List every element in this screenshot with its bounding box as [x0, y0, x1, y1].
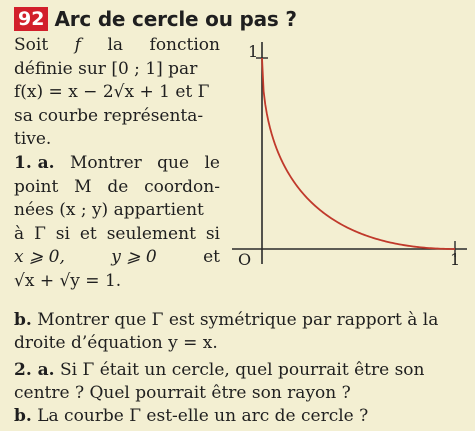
q2a-line-1 [14, 359, 425, 383]
q1a-word: seulement [106, 223, 196, 244]
question-label: b. [14, 406, 32, 426]
curve-graph [232, 36, 468, 290]
q1b-line-2: droite d’équation y = x. [14, 333, 218, 353]
q1b-text: Montrer que Γ est symétrique par rapport à la [37, 310, 439, 330]
q1a-word: et [203, 247, 220, 267]
intro-word: fonction [149, 35, 220, 55]
q2b-line [14, 405, 368, 429]
q2a-text: Si Γ était un cercle, quel pourrait être son [60, 360, 425, 380]
q1a-word: à [14, 223, 25, 244]
q1a-word: si [205, 223, 220, 244]
intro-line-2: définie sur [0 ; 1] par [14, 58, 198, 79]
intro-word: la [107, 35, 124, 55]
q1a-line-2 [14, 176, 220, 200]
q1a-word: y ⩾ 0 [111, 247, 157, 267]
intro-line-4: sa courbe représenta- [14, 105, 204, 126]
question-label: 2. a. [14, 360, 55, 380]
q2a-line-2: centre ? Quel pourrait être son rayon ? [14, 383, 351, 403]
intro-word: f [74, 35, 81, 55]
intro-line-1 [14, 34, 220, 58]
q1a-line-4 [14, 223, 220, 247]
q1a-line-5 [14, 246, 220, 270]
q1a-word: point [14, 176, 59, 197]
intro-line-5: tive. [14, 129, 52, 149]
curve-gamma [262, 58, 455, 249]
exercise-header [14, 6, 297, 32]
q1a-word: et [79, 223, 97, 244]
y-tick-label: 1 [248, 42, 259, 61]
q1a-line-1 [14, 152, 220, 176]
q1a-word: de [107, 176, 129, 197]
q1a-word: le [204, 153, 220, 173]
q1a-word: x ⩾ 0, [14, 247, 65, 267]
curve-figure [232, 36, 468, 286]
x-tick-label: 1 [450, 250, 461, 269]
q2b-text: La courbe Γ est-elle un arc de cercle ? [37, 406, 369, 426]
q1a-word: M [74, 176, 92, 197]
q1a-word: coordon- [144, 176, 220, 197]
q1b-line-1 [14, 309, 438, 333]
q1a-word: Γ [34, 223, 46, 244]
exercise-title: Arc de cercle ou pas ? [54, 7, 297, 31]
q1a-word: que [157, 153, 190, 173]
exercise-number-badge: 92 [14, 7, 48, 31]
intro-line-3: f(x) = x − 2√x + 1 et Γ [14, 82, 210, 102]
q1a-word: si [55, 223, 70, 244]
origin-label: O [238, 250, 252, 269]
question-1a [14, 152, 220, 293]
intro-paragraph [14, 34, 220, 152]
q1a-line-6: √x + √y = 1. [14, 270, 122, 291]
q1a-line-3: nées (x ; y) appartient [14, 200, 204, 220]
intro-word: Soit [14, 35, 49, 55]
question-label: 1. a. [14, 153, 55, 173]
q1a-word: Montrer [70, 153, 142, 173]
question-label: b. [14, 310, 32, 330]
